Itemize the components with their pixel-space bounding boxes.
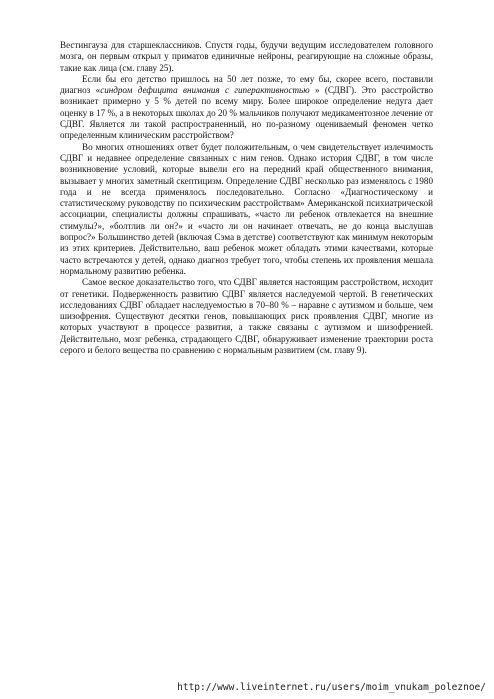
paragraph-4 — [60, 277, 433, 356]
body-text — [60, 40, 433, 356]
paragraph-2 — [60, 74, 433, 142]
paragraph-4-text: Самое веское доказательство того, что СДВГ является настоящим расстройством, исходит от генетики. Подверженность развитию СДВГ является наследуемой чертой. В генетических исследованиях СДВГ обладает наследуемостью в 70–80 % – наравне с аутизмом и больше, чем шизофрения. Существуют десятки генов, повышающих риск проявления СДВГ, многие из которых участвуют в процессе развития, а также связаны с аутизмом и шизофренией. Действительно, мозг ребенка, страдающего СДВГ, обнаруживает изменение траектории роста серого и белого вещества по сравнению с нормальным развитием (см. главу 9). — [60, 277, 433, 356]
paragraph-1-text: Вестингауза для старшеклассников. Спустя годы, будучи ведущим исследователем головного мозга, он первым открыл у приматов единичные нейроны, реагирующие на сложные образы, такие как лица (см. главу 25). — [60, 40, 433, 73]
paragraph-2-text-b: » (СДВГ). Это расстройство возникает примерно у 5 % детей по всему миру. Более широкое определение недуга дает оценку в 17 %, а в некоторых школах до 20 % мальчиков получают медикаментозное лечение от СДВГ. Является ли такой распространенный, но по-разному оцениваемый феномен четко определенным клиническим расстройством? — [60, 85, 433, 141]
paragraph-2-text-a: Если бы его детство пришлось на 50 лет позже, то ему бы, скорее всего, поставили диагноз « — [60, 73, 433, 96]
paragraph-2-italic-term: синдром дефицита внимания с гиперактивностью — [100, 85, 310, 96]
paragraph-1 — [60, 40, 433, 74]
source-url-watermark: http://www.liveinternet.ru/users/moim_vnukam_poleznoe/ — [177, 682, 486, 693]
paragraph-3-text: Во многих отношениях ответ будет положительным, о чем свидетельствует излечимость СДВГ и недавнее определение связанных с ним генов. Однако история СДВГ, в том числе возникновение условий, которые вывели его на передний край общественного внимания, вызывает у многих заметный скептицизм. Определение СДВГ несколько раз изменялось с 1980 года и не всегда применялось последовательно. Согласно «Диагностическому и статистическому руководству по психическим расстройствам» Американской психиатрической ассоциации, специалисты должны спрашивать, «часто ли ребенок отвлекается на внешние стимулы?», «болтлив ли он?» и «часто ли он начинает отвечать, не до конца выслушав вопрос?» Большинство детей (включая Сэма в детстве) соответствуют как минимум некоторым из этих критериев. Действительно, ваш ребенок может обладать этими качествами, которые часто встречаются у детей, однако диагноз требует того, чтобы степень их проявления мешала нормальному развитию ребенка. — [60, 141, 433, 276]
paragraph-3 — [60, 142, 433, 278]
